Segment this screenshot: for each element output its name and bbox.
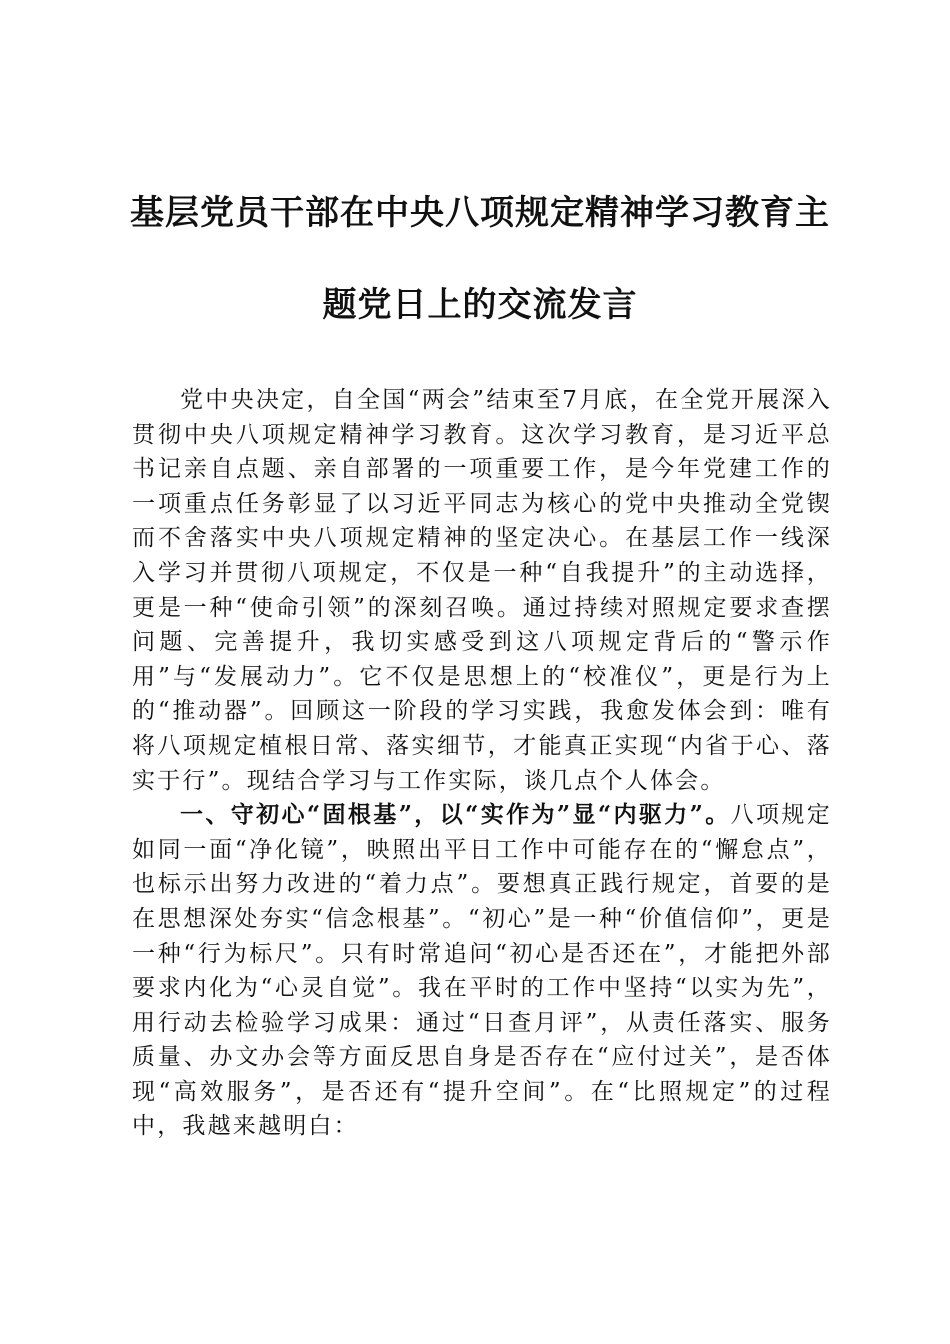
section1-body: 八项规定如同一面“净化镜”，映照出平日工作中可能存在的“懈怠点”，也标示出努力改进的“着力点”。要想真正践行规定，首要的是在思想深处夯实“信念根基”。“初心”是一种“价值信仰”，更是一种“行为标尺”。只有时常追问“初心是否还在”，才能把外部要求内化为“心灵自觉”。我在平时的工作中坚持“以实为先”，用行动去检验学习成果：通过“日查月评”，从责任落实、服务质量、办文办会等方面反思自身是否存在“应付过关”，是否体现“高效服务”，是否还有“提升空间”。在“比照规定”的过程中，我越来越明白：: [132, 802, 832, 1140]
section1-paragraph: [132, 798, 832, 1144]
document-body: [132, 383, 832, 1144]
section1-heading: 一、守初心“固根基”，以“实作为”显“内驱力”。: [180, 801, 731, 829]
document-title-line1: 基层党员干部在中央八项规定精神学习教育主: [130, 193, 830, 233]
document-title-line2: 题党日上的交流发言: [322, 285, 638, 325]
intro-paragraph: 党中央决定，自全国“两会”结束至7月底，在全党开展深入贯彻中央八项规定精神学习教育。这次学习教育，是习近平总书记亲自点题、亲自部署的一项重要工作，是今年党建工作的一项重点任务彰显了以习近平同志为核心的党中央推动全党锲而不舍落实中央八项规定精神的坚定决心。在基层工作一线深入学习并贯彻八项规定，不仅是一种“自我提升”的主动选择，更是一种“使命引领”的深刻召唤。通过持续对照规定要求查摆问题、完善提升，我切实感受到这八项规定背后的“警示作用”与“发展动力”。它不仅是思想上的“校准仪”，更是行为上的“推动器”。回顾这一阶段的学习实践，我愈发体会到：唯有将八项规定植根日常、落实细节，才能真正实现“内省于心、落实于行”。现结合学习与工作实际，谈几点个人体会。: [132, 387, 832, 794]
